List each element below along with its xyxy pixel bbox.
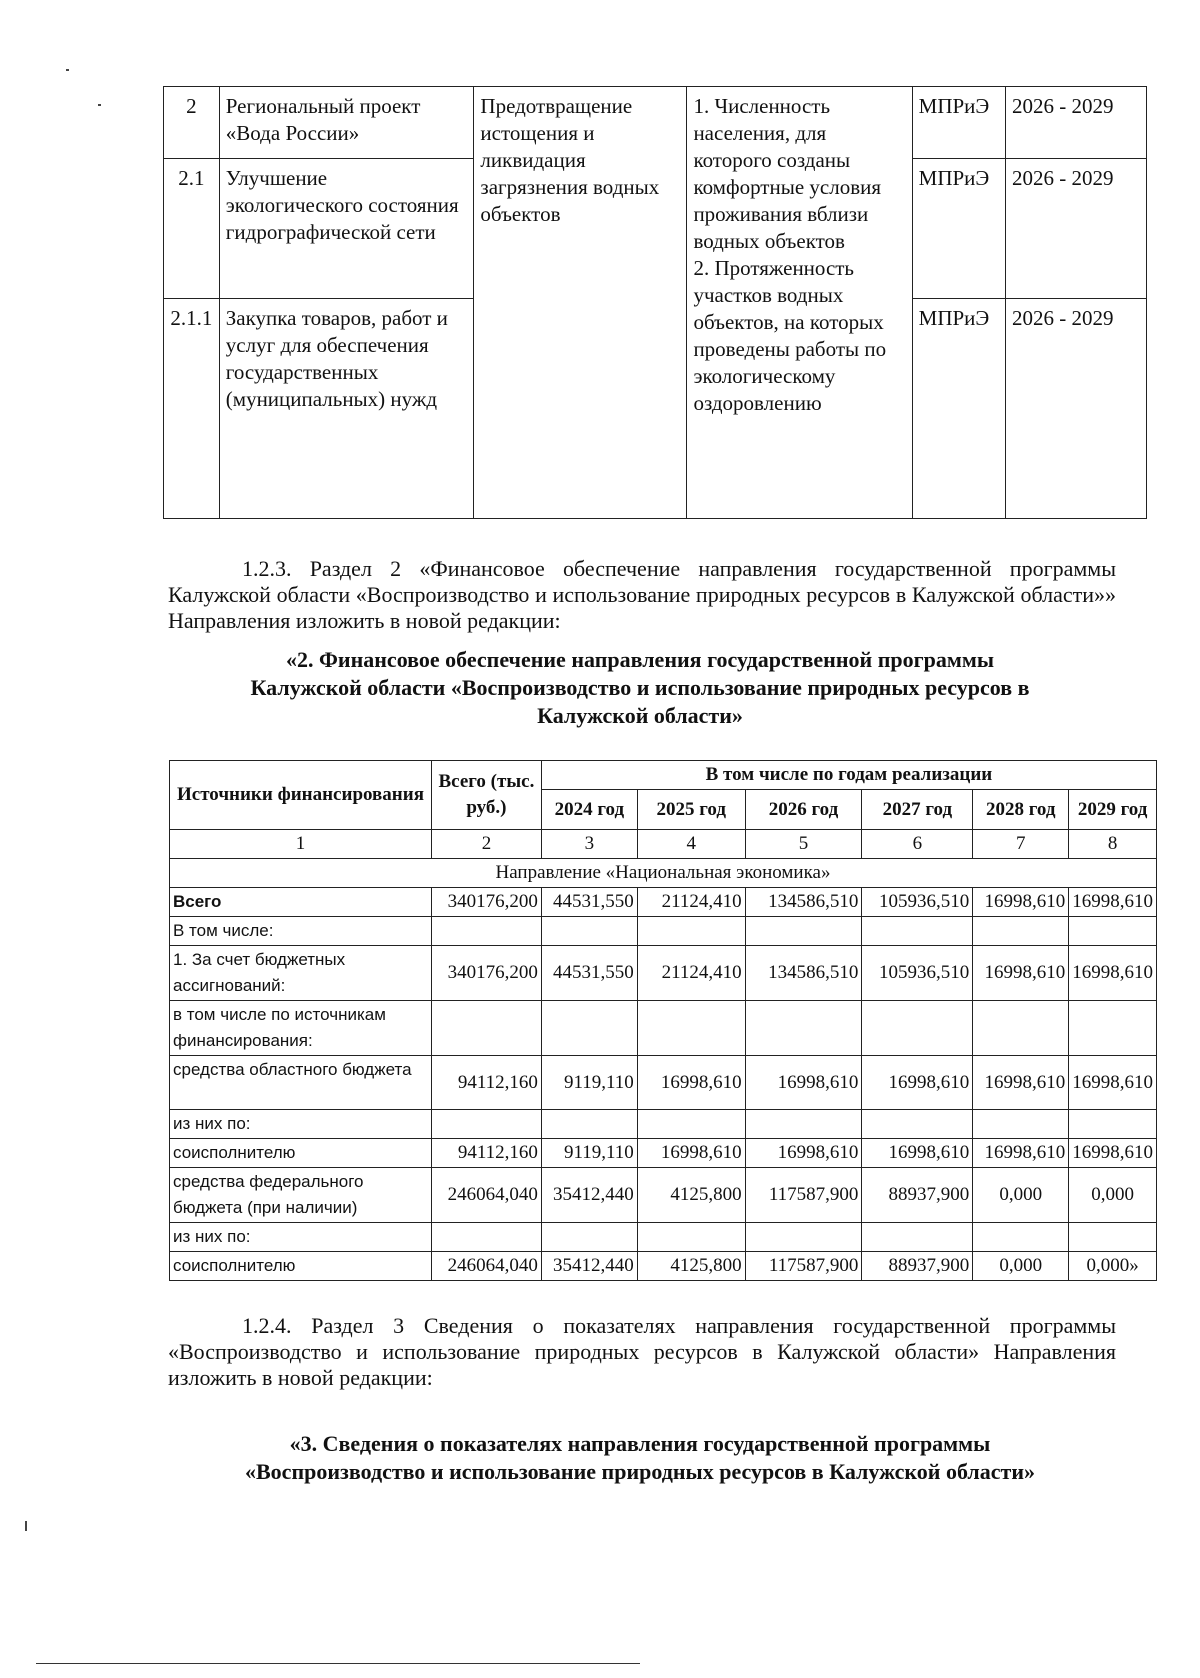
table-row [170, 1139, 1157, 1168]
value-cell [541, 1110, 637, 1139]
paragraph-1-2-3 [168, 556, 1116, 634]
table-row [164, 87, 1147, 159]
value-cell [1069, 917, 1157, 946]
col-number: 4 [637, 830, 745, 859]
header-year: 2028 год [973, 790, 1069, 830]
value-cell: 134586,510 [745, 946, 862, 1001]
table-row [170, 1168, 1157, 1223]
paragraph-1-2-4 [168, 1313, 1116, 1391]
table-row [170, 1056, 1157, 1110]
measure-name: Региональный проект «Вода России» [219, 87, 474, 159]
executor: МПРиЭ [912, 159, 1005, 299]
value-cell [1069, 1223, 1157, 1252]
title-line: Калужской области «Воспроизводство и использование природных ресурсов в [250, 675, 1030, 700]
col-number: 1 [170, 830, 432, 859]
value-cell: 16998,610 [862, 1056, 973, 1110]
value-cell: 44531,550 [541, 946, 637, 1001]
value-cell: 94112,160 [432, 1139, 542, 1168]
measures-table [163, 86, 1147, 519]
value-cell: 340176,200 [432, 946, 542, 1001]
value-cell: 0,000» [1069, 1252, 1157, 1281]
value-cell: 134586,510 [745, 888, 862, 917]
table-row [170, 888, 1157, 917]
col-number: 6 [862, 830, 973, 859]
value-cell: 246064,040 [432, 1252, 542, 1281]
scan-speck [98, 104, 101, 106]
value-cell [1069, 1001, 1157, 1056]
paragraph-text: 1.2.4. Раздел 3 Сведения о показателях направления государственной программы «Воспроизводство и использование природных ресурсов в Калужской области» Направления изложить в новой редакции: [168, 1313, 1116, 1390]
value-cell [973, 1001, 1069, 1056]
value-cell: 0,000 [1069, 1168, 1157, 1223]
value-cell [745, 1110, 862, 1139]
row-label: средства федерального бюджета (при наличии) [170, 1168, 432, 1223]
row-label: соисполнителю [170, 1139, 432, 1168]
value-cell: 16998,610 [862, 1139, 973, 1168]
row-label: Всего [170, 888, 432, 917]
value-cell: 4125,800 [637, 1168, 745, 1223]
value-cell: 4125,800 [637, 1252, 745, 1281]
header-year: 2024 год [541, 790, 637, 830]
value-cell [745, 1001, 862, 1056]
value-cell: 35412,440 [541, 1168, 637, 1223]
header-year: 2029 год [1069, 790, 1157, 830]
row-label: средства областного бюджета [170, 1056, 432, 1110]
col-number: 8 [1069, 830, 1157, 859]
value-cell: 16998,610 [745, 1139, 862, 1168]
title-line: «Воспроизводство и использование природных ресурсов в Калужской области» [245, 1459, 1035, 1484]
header-source: Источники финансирования [170, 761, 432, 830]
section-2-title [160, 646, 1120, 730]
indicator-1: 1. Численность населения, для которого созданы комфортные условия проживания вблизи водных объектов [693, 94, 882, 253]
value-cell [862, 1223, 973, 1252]
table-row [170, 1001, 1157, 1056]
value-cell: 16998,610 [1069, 888, 1157, 917]
col-number: 2 [432, 830, 542, 859]
value-cell [432, 1110, 542, 1139]
value-cell [637, 1223, 745, 1252]
header-years-group: В том числе по годам реализации [541, 761, 1156, 790]
value-cell: 0,000 [973, 1252, 1069, 1281]
value-cell: 9119,110 [541, 1139, 637, 1168]
period: 2026 - 2029 [1005, 159, 1146, 299]
value-cell: 16998,610 [1069, 1139, 1157, 1168]
scan-speck [66, 69, 69, 71]
value-cell: 105936,510 [862, 888, 973, 917]
row-number: 2 [164, 87, 220, 159]
table-row [170, 1223, 1157, 1252]
value-cell: 117587,900 [745, 1252, 862, 1281]
measure-goal: Предотвращение истощения и ликвидация загрязнения водных объектов [474, 87, 687, 519]
value-cell: 16998,610 [1069, 1056, 1157, 1110]
title-line: Калужской области» [537, 703, 743, 728]
value-cell: 44531,550 [541, 888, 637, 917]
row-label: из них по: [170, 1110, 432, 1139]
row-label: из них по: [170, 1223, 432, 1252]
table-row [170, 1252, 1157, 1281]
measure-name: Улучшение экологического состояния гидрографической сети [219, 159, 474, 299]
header-year: 2027 год [862, 790, 973, 830]
value-cell [862, 1001, 973, 1056]
value-cell [637, 917, 745, 946]
value-cell: 16998,610 [637, 1056, 745, 1110]
value-cell [637, 1001, 745, 1056]
section-row [170, 859, 1157, 888]
col-number: 3 [541, 830, 637, 859]
footnote-rule [36, 1663, 640, 1664]
measure-name: Закупка товаров, работ и услуг для обеспечения государственных (муниципальных) нужд [219, 299, 474, 519]
row-label: в том числе по источникам финансирования: [170, 1001, 432, 1056]
section-3-title [160, 1430, 1120, 1486]
row-number: 2.1 [164, 159, 220, 299]
indicator-2: 2. Протяженность участков водных объектов, на которых проведены работы по экологическому оздоровлению [693, 256, 887, 415]
value-cell: 21124,410 [637, 888, 745, 917]
col-number: 7 [973, 830, 1069, 859]
value-cell: 88937,900 [862, 1168, 973, 1223]
scan-speck [25, 1521, 27, 1531]
value-cell: 340176,200 [432, 888, 542, 917]
value-cell [862, 1110, 973, 1139]
value-cell [541, 917, 637, 946]
value-cell [432, 917, 542, 946]
value-cell: 105936,510 [862, 946, 973, 1001]
value-cell [541, 1001, 637, 1056]
value-cell [432, 1001, 542, 1056]
value-cell [541, 1223, 637, 1252]
value-cell: 16998,610 [973, 946, 1069, 1001]
section-label: Направление «Национальная экономика» [170, 859, 1157, 888]
finance-table [169, 760, 1157, 1281]
value-cell: 0,000 [973, 1168, 1069, 1223]
value-cell: 117587,900 [745, 1168, 862, 1223]
executor: МПРиЭ [912, 299, 1005, 519]
period: 2026 - 2029 [1005, 87, 1146, 159]
value-cell: 16998,610 [745, 1056, 862, 1110]
value-cell [745, 917, 862, 946]
header-row [170, 761, 1157, 790]
title-line: «2. Финансовое обеспечение направления государственной программы [286, 647, 994, 672]
value-cell [973, 917, 1069, 946]
value-cell [432, 1223, 542, 1252]
header-year: 2026 год [745, 790, 862, 830]
value-cell: 21124,410 [637, 946, 745, 1001]
value-cell: 16998,610 [973, 1056, 1069, 1110]
row-label: В том числе: [170, 917, 432, 946]
value-cell [745, 1223, 862, 1252]
value-cell: 16998,610 [973, 888, 1069, 917]
value-cell: 94112,160 [432, 1056, 542, 1110]
value-cell: 16998,610 [637, 1139, 745, 1168]
paragraph-text: 1.2.3. Раздел 2 «Финансовое обеспечение направления государственной программы Калужской области «Воспроизводство и использование природных ресурсов в Калужской области»» Направления изложить в новой редакции: [168, 556, 1116, 633]
row-label: 1. За счет бюджетных ассигнований: [170, 946, 432, 1001]
column-number-row [170, 830, 1157, 859]
row-label: соисполнителю [170, 1252, 432, 1281]
value-cell: 35412,440 [541, 1252, 637, 1281]
period: 2026 - 2029 [1005, 299, 1146, 519]
value-cell [862, 917, 973, 946]
executor: МПРиЭ [912, 87, 1005, 159]
value-cell: 9119,110 [541, 1056, 637, 1110]
value-cell: 16998,610 [1069, 946, 1157, 1001]
value-cell [973, 1223, 1069, 1252]
value-cell: 246064,040 [432, 1168, 542, 1223]
header-total: Всего (тыс. руб.) [432, 761, 542, 830]
value-cell [1069, 1110, 1157, 1139]
table-row [170, 946, 1157, 1001]
row-number: 2.1.1 [164, 299, 220, 519]
header-year: 2025 год [637, 790, 745, 830]
measure-indicators [687, 87, 912, 519]
value-cell: 88937,900 [862, 1252, 973, 1281]
value-cell: 16998,610 [973, 1139, 1069, 1168]
table-row [170, 1110, 1157, 1139]
col-number: 5 [745, 830, 862, 859]
value-cell [973, 1110, 1069, 1139]
table-row [170, 917, 1157, 946]
value-cell [637, 1110, 745, 1139]
title-line: «3. Сведения о показателях направления государственной программы [289, 1431, 991, 1456]
